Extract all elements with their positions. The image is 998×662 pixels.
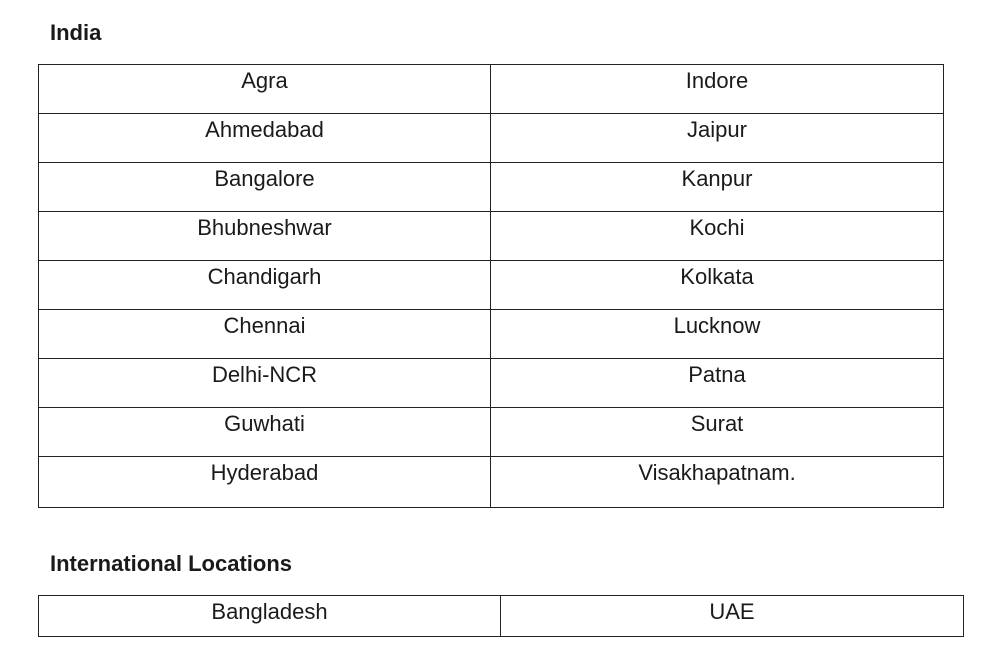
table-row [39, 457, 944, 508]
table-cell: Kolkata [491, 261, 944, 310]
table-cell: Kochi [491, 212, 944, 261]
international-section-title: International Locations [50, 551, 293, 576]
table-cell: Indore [491, 65, 944, 114]
table-cell: Chandigarh [39, 261, 491, 310]
table-cell: Chennai [39, 310, 491, 359]
table-row [39, 310, 944, 359]
table-cell: Kanpur [491, 163, 944, 212]
table-cell: Surat [491, 408, 944, 457]
international-locations-table [38, 595, 964, 637]
table-cell: Ahmedabad [39, 114, 491, 163]
table-row [39, 261, 944, 310]
table-cell: Bangalore [39, 163, 491, 212]
table-row [39, 212, 944, 261]
table-cell: Guwhati [39, 408, 491, 457]
table-row [39, 163, 944, 212]
table-cell: Jaipur [491, 114, 944, 163]
table-row [39, 408, 944, 457]
table-cell: UAE [501, 596, 964, 637]
table-cell: Hyderabad [39, 457, 491, 508]
india-section-title: India [50, 20, 102, 45]
table-cell: Agra [39, 65, 491, 114]
table-cell: Delhi-NCR [39, 359, 491, 408]
table-cell: Visakhapatnam. [491, 457, 944, 508]
india-locations-table [38, 64, 944, 508]
table-row [39, 596, 964, 637]
table-cell: Bangladesh [39, 596, 501, 637]
table-cell: Patna [491, 359, 944, 408]
table-cell: Lucknow [491, 310, 944, 359]
table-cell: Bhubneshwar [39, 212, 491, 261]
table-row [39, 65, 944, 114]
table-row [39, 114, 944, 163]
table-row [39, 359, 944, 408]
